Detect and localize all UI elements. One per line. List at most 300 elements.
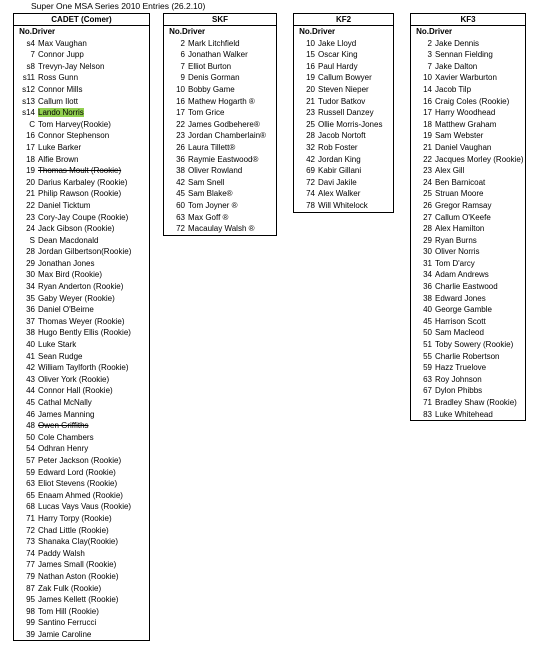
driver-number: 10 bbox=[176, 84, 185, 94]
driver-number: 60 bbox=[176, 200, 185, 210]
driver-name: Ollie Morris-Jones bbox=[318, 119, 383, 129]
col-no-label: No. bbox=[299, 27, 312, 36]
driver-number: 43 bbox=[26, 374, 35, 384]
driver-name: Paul Hardy bbox=[318, 61, 358, 71]
driver-number: 44 bbox=[26, 386, 35, 396]
driver-number: 41 bbox=[26, 351, 35, 361]
driver-name: Oscar King bbox=[318, 50, 358, 60]
table-row bbox=[411, 258, 525, 270]
column-headers bbox=[14, 26, 149, 38]
driver-name: Callum O'Keefe bbox=[435, 212, 491, 222]
driver-number: 65 bbox=[26, 490, 35, 500]
driver-name: Will Whitelock bbox=[318, 200, 368, 210]
table-row bbox=[14, 559, 149, 571]
driver-number: 42 bbox=[26, 363, 35, 373]
driver-name: Sean Rudge bbox=[38, 351, 83, 361]
driver-number: 71 bbox=[423, 398, 432, 407]
table-skf bbox=[163, 13, 277, 236]
driver-number: 16 bbox=[306, 61, 315, 71]
driver-name: Gregor Ramsay bbox=[435, 200, 492, 210]
table-row bbox=[14, 583, 149, 595]
driver-name: Daniel Ticktum bbox=[38, 200, 91, 210]
table-row bbox=[164, 38, 276, 50]
driver-number: 18 bbox=[423, 119, 432, 129]
driver-number: 7 bbox=[427, 61, 432, 71]
driver-name: Jacob Tilp bbox=[435, 84, 472, 94]
table-row bbox=[14, 374, 149, 386]
driver-name: Jordan Chamberlain® bbox=[188, 131, 266, 141]
driver-name: Jordan Gilbertson(Rookie) bbox=[38, 247, 132, 257]
driver-name: Tom D'arcy bbox=[435, 258, 475, 268]
driver-name: Hugo Bently Ellis (Rookie) bbox=[38, 328, 131, 338]
table-row bbox=[14, 467, 149, 479]
table-row bbox=[14, 525, 149, 537]
driver-number: 23 bbox=[176, 131, 185, 141]
table-row bbox=[14, 84, 149, 96]
driver-name: Harry Woodhead bbox=[435, 108, 496, 118]
driver-number: 7 bbox=[30, 50, 35, 60]
table-row bbox=[294, 119, 393, 131]
driver-number: 29 bbox=[26, 258, 35, 268]
driver-name: Luke Whitehead bbox=[435, 409, 493, 419]
driver-name: Oliver Norris bbox=[435, 247, 480, 257]
table-row bbox=[294, 130, 393, 142]
driver-number: 72 bbox=[306, 177, 315, 187]
table-row bbox=[164, 107, 276, 119]
table-header: KF3 bbox=[411, 14, 525, 26]
driver-number: 15 bbox=[306, 50, 315, 60]
driver-number: 71 bbox=[26, 513, 35, 523]
table-row bbox=[411, 130, 525, 142]
table-row bbox=[294, 142, 393, 154]
table-row bbox=[14, 513, 149, 525]
driver-number: 14 bbox=[423, 84, 432, 94]
driver-name: Lando Norris bbox=[38, 108, 84, 118]
driver-name: Callum Bowyer bbox=[318, 73, 372, 83]
driver-number: 30 bbox=[26, 270, 35, 280]
driver-number: 48 bbox=[26, 421, 35, 431]
driver-number: 36 bbox=[26, 305, 35, 315]
column-headers bbox=[411, 26, 525, 38]
driver-name: Jake Dennis bbox=[435, 38, 480, 48]
table-row bbox=[411, 154, 525, 166]
table-row bbox=[164, 200, 276, 212]
driver-number: 57 bbox=[26, 455, 35, 465]
table-row bbox=[14, 246, 149, 258]
table-row bbox=[164, 212, 276, 224]
driver-name: Ross Gunn bbox=[38, 73, 79, 83]
driver-number: 28 bbox=[423, 224, 432, 234]
driver-number: 17 bbox=[26, 142, 35, 152]
driver-number: 34 bbox=[423, 270, 432, 280]
col-no-label: No. bbox=[416, 27, 429, 36]
driver-number: 16 bbox=[423, 96, 432, 106]
table-row bbox=[14, 420, 149, 432]
driver-number: s13 bbox=[22, 96, 35, 106]
driver-number: 45 bbox=[423, 316, 432, 326]
driver-number: 72 bbox=[176, 224, 185, 234]
table-row bbox=[411, 107, 525, 119]
driver-name: Jack Gibson (Rookie) bbox=[38, 224, 115, 234]
driver-name: Bobby Game bbox=[188, 84, 235, 94]
driver-number: 72 bbox=[26, 525, 35, 535]
table-row bbox=[14, 385, 149, 397]
driver-number: 59 bbox=[423, 363, 432, 373]
driver-name: Odhran Henry bbox=[38, 444, 89, 454]
table-row bbox=[411, 374, 525, 386]
driver-name: Laura Tillett® bbox=[188, 142, 236, 152]
table-row bbox=[14, 443, 149, 455]
driver-name: Raymie Eastwood® bbox=[188, 154, 259, 164]
driver-number: 39 bbox=[26, 629, 35, 639]
driver-name: Denis Gorman bbox=[188, 73, 240, 83]
table-row bbox=[14, 304, 149, 316]
driver-name: Jamie Caroline bbox=[38, 629, 92, 639]
driver-name: Tom Harvey(Rookie) bbox=[38, 119, 111, 129]
driver-number: 19 bbox=[26, 166, 35, 176]
table-row bbox=[411, 223, 525, 235]
driver-name: Oliver Rowland bbox=[188, 166, 243, 176]
driver-name: Alex Gill bbox=[435, 166, 465, 176]
driver-number: 23 bbox=[26, 212, 35, 222]
driver-name: Callum Ilott bbox=[38, 96, 79, 106]
driver-name: Zak Fulk (Rookie) bbox=[38, 583, 102, 593]
table-row bbox=[14, 188, 149, 200]
driver-name: Lucas Vays Vaus (Rookie) bbox=[38, 502, 132, 512]
driver-name: Harry Torpy (Rookie) bbox=[38, 513, 112, 523]
driver-name: Tom Grice bbox=[188, 108, 225, 118]
driver-name: Charlie Eastwood bbox=[435, 282, 498, 292]
table-row bbox=[411, 165, 525, 177]
table-row bbox=[411, 61, 525, 73]
driver-name: Rob Foster bbox=[318, 142, 358, 152]
driver-number: 21 bbox=[423, 142, 432, 152]
table-row bbox=[411, 84, 525, 96]
driver-number: 24 bbox=[26, 224, 35, 234]
driver-name: Oliver York (Rookie) bbox=[38, 374, 110, 384]
driver-number: s11 bbox=[22, 73, 35, 83]
driver-number: 23 bbox=[306, 108, 315, 118]
table-row bbox=[14, 397, 149, 409]
table-row bbox=[294, 200, 393, 212]
driver-number: 22 bbox=[26, 200, 35, 210]
driver-number: 36 bbox=[423, 282, 432, 292]
driver-number: 9 bbox=[180, 73, 185, 83]
table-row bbox=[14, 490, 149, 502]
table-row bbox=[14, 223, 149, 235]
col-driver-label: Driver bbox=[312, 27, 336, 36]
driver-number: 28 bbox=[26, 247, 35, 257]
driver-name: Sennan Fielding bbox=[435, 50, 493, 60]
driver-number: 40 bbox=[423, 305, 432, 315]
driver-number: S bbox=[29, 235, 35, 245]
driver-name: Nathan Aston (Rookie) bbox=[38, 571, 119, 581]
driver-name: Sam Blake® bbox=[188, 189, 233, 199]
table-row bbox=[294, 165, 393, 177]
driver-name: Paddy Walsh bbox=[38, 548, 85, 558]
driver-name: Ryan Burns bbox=[435, 235, 477, 245]
driver-name: Edward Lord (Rookie) bbox=[38, 467, 116, 477]
driver-name: Charlie Robertson bbox=[435, 351, 500, 361]
driver-number: 31 bbox=[423, 258, 432, 268]
driver-number: 2 bbox=[427, 38, 432, 48]
driver-number: s14 bbox=[22, 108, 35, 118]
driver-name: Roy Johnson bbox=[435, 374, 482, 384]
driver-name: Elliot Burton bbox=[188, 61, 232, 71]
driver-name: Darius Karbaley (Rookie) bbox=[38, 177, 128, 187]
table-row bbox=[14, 258, 149, 270]
driver-name: Owen Griffiths bbox=[38, 421, 89, 431]
column-headers bbox=[164, 26, 276, 38]
table-row bbox=[14, 478, 149, 490]
driver-name: Cole Chambers bbox=[38, 432, 94, 442]
driver-number: 19 bbox=[306, 73, 315, 83]
driver-number: 54 bbox=[26, 444, 35, 454]
driver-number: 67 bbox=[423, 386, 432, 396]
table-row bbox=[14, 571, 149, 583]
driver-number: 25 bbox=[306, 119, 315, 129]
driver-number: 42 bbox=[176, 177, 185, 187]
driver-number: 22 bbox=[176, 119, 185, 129]
table-row bbox=[411, 188, 525, 200]
table-row bbox=[294, 38, 393, 50]
driver-name: George Gamble bbox=[435, 305, 492, 315]
driver-name: Dylon Phibbs bbox=[435, 386, 483, 396]
driver-name: Jake Lloyd bbox=[318, 38, 357, 48]
driver-number: 73 bbox=[26, 537, 35, 547]
driver-name: Ryan Anderton (Rookie) bbox=[38, 282, 124, 292]
table-row bbox=[411, 72, 525, 84]
driver-name: Steven Nieper bbox=[318, 84, 369, 94]
driver-name: Adam Andrews bbox=[435, 270, 489, 280]
table-row bbox=[14, 177, 149, 189]
driver-number: 3 bbox=[427, 50, 432, 60]
driver-name: Tom Hill (Rookie) bbox=[38, 606, 99, 616]
table-row bbox=[14, 455, 149, 467]
driver-name: Sam Webster bbox=[435, 131, 484, 141]
driver-number: 26 bbox=[423, 200, 432, 210]
table-row bbox=[14, 38, 149, 50]
driver-name: Jonathan Jones bbox=[38, 258, 95, 268]
driver-number: 74 bbox=[26, 548, 35, 558]
table-row bbox=[164, 165, 276, 177]
driver-number: 16 bbox=[26, 131, 35, 141]
driver-number: 32 bbox=[306, 142, 315, 152]
driver-number: 40 bbox=[26, 340, 35, 350]
driver-number: 19 bbox=[423, 131, 432, 141]
driver-name: James Manning bbox=[38, 409, 95, 419]
table-row bbox=[411, 304, 525, 316]
table-row bbox=[14, 165, 149, 177]
table-row bbox=[14, 617, 149, 629]
table-row bbox=[14, 269, 149, 281]
table-row bbox=[411, 235, 525, 247]
driver-name: James Kellett (Rookie) bbox=[38, 595, 119, 605]
table-row bbox=[411, 246, 525, 258]
table-row bbox=[411, 339, 525, 351]
table-header: KF2 bbox=[294, 14, 393, 26]
driver-number: 17 bbox=[423, 108, 432, 118]
table-header: SKF bbox=[164, 14, 276, 26]
col-no-label: No. bbox=[169, 27, 182, 36]
driver-name: Xavier Warburton bbox=[435, 73, 497, 83]
table-header: CADET (Comer) bbox=[14, 14, 149, 26]
table-row bbox=[14, 594, 149, 606]
table-row bbox=[294, 188, 393, 200]
table-row bbox=[14, 200, 149, 212]
driver-number: 95 bbox=[26, 595, 35, 605]
driver-number: 20 bbox=[306, 84, 315, 94]
table-row bbox=[14, 130, 149, 142]
table-row bbox=[411, 38, 525, 50]
driver-name: Chad Little (Rookie) bbox=[38, 525, 109, 535]
driver-number: 50 bbox=[26, 432, 35, 442]
table-row bbox=[411, 281, 525, 293]
driver-name: James Small (Rookie) bbox=[38, 560, 117, 570]
driver-number: s12 bbox=[22, 84, 35, 94]
driver-number: 20 bbox=[26, 177, 35, 187]
driver-name: Daniel O'Beirne bbox=[38, 305, 94, 315]
table-row bbox=[164, 96, 276, 108]
driver-name: Jake Dalton bbox=[435, 61, 478, 71]
table-row bbox=[14, 212, 149, 224]
table-row bbox=[14, 432, 149, 444]
driver-number: 98 bbox=[26, 606, 35, 616]
driver-name: Hazz Truelove bbox=[435, 363, 487, 373]
driver-number: 51 bbox=[423, 340, 432, 350]
table-row bbox=[14, 154, 149, 166]
table-row bbox=[14, 548, 149, 560]
driver-name: Sam Macleod bbox=[435, 328, 484, 338]
driver-name: Mathew Hogarth ® bbox=[188, 96, 255, 106]
table-row bbox=[294, 177, 393, 189]
driver-name: Ben Barnicoat bbox=[435, 177, 486, 187]
driver-number: 55 bbox=[423, 351, 432, 361]
driver-name: Luke Stark bbox=[38, 340, 77, 350]
driver-number: 7 bbox=[180, 61, 185, 71]
driver-number: 59 bbox=[26, 467, 35, 477]
driver-number: 2 bbox=[180, 38, 185, 48]
driver-name: Connor Jupp bbox=[38, 50, 84, 60]
driver-number: 6 bbox=[180, 50, 185, 60]
table-row bbox=[164, 61, 276, 73]
driver-name: Alex Walker bbox=[318, 189, 361, 199]
table-row bbox=[14, 142, 149, 154]
table-row bbox=[164, 119, 276, 131]
driver-name: Daniel Vaughan bbox=[435, 142, 492, 152]
driver-number: 79 bbox=[26, 571, 35, 581]
driver-number: 21 bbox=[26, 189, 35, 199]
driver-number: 42 bbox=[306, 154, 315, 164]
driver-number: 25 bbox=[423, 189, 432, 199]
table-row bbox=[164, 84, 276, 96]
driver-number: 50 bbox=[423, 328, 432, 338]
table-row bbox=[294, 72, 393, 84]
driver-name: Dean Macdonald bbox=[38, 235, 99, 245]
driver-number: 38 bbox=[423, 293, 432, 303]
driver-number: 38 bbox=[26, 328, 35, 338]
driver-name: Cathal McNally bbox=[38, 398, 92, 407]
driver-number: 18 bbox=[26, 154, 35, 164]
table-row bbox=[14, 501, 149, 513]
driver-name: Max Goff ® bbox=[188, 212, 229, 222]
driver-number: C bbox=[29, 119, 35, 129]
driver-number: 35 bbox=[26, 293, 35, 303]
table-row bbox=[14, 72, 149, 84]
table-row bbox=[411, 409, 525, 421]
table-row bbox=[14, 339, 149, 351]
driver-number: 63 bbox=[176, 212, 185, 222]
col-driver-label: Driver bbox=[32, 27, 56, 36]
driver-number: s8 bbox=[26, 61, 35, 71]
table-row bbox=[411, 49, 525, 61]
driver-name: Harrison Scott bbox=[435, 316, 486, 326]
table-row bbox=[14, 107, 149, 119]
driver-name: Matthew Graham bbox=[435, 119, 497, 129]
table-row bbox=[14, 606, 149, 618]
driver-number: 17 bbox=[176, 108, 185, 118]
driver-name: Max Vaughan bbox=[38, 38, 87, 48]
driver-number: 78 bbox=[306, 200, 315, 210]
col-driver-label: Driver bbox=[182, 27, 206, 36]
driver-name: Jonathan Walker bbox=[188, 50, 248, 60]
driver-number: 28 bbox=[306, 131, 315, 141]
driver-number: 10 bbox=[306, 38, 315, 48]
driver-name: Craig Coles (Rookie) bbox=[435, 96, 510, 106]
table-row bbox=[411, 316, 525, 328]
driver-name: Russell Danzey bbox=[318, 108, 374, 118]
table-row bbox=[164, 130, 276, 142]
driver-name: Bradley Shaw (Rookie) bbox=[435, 398, 517, 407]
driver-number: 27 bbox=[423, 212, 432, 222]
table-row bbox=[14, 316, 149, 328]
driver-name: Macaulay Walsh ® bbox=[188, 224, 255, 234]
table-row bbox=[294, 107, 393, 119]
page-title: Super One MSA Series 2010 Entries (26.2.10) bbox=[31, 1, 206, 11]
driver-name: Alex Hamilton bbox=[435, 224, 485, 234]
table-row bbox=[14, 49, 149, 61]
driver-number: 74 bbox=[306, 189, 315, 199]
driver-number: 99 bbox=[26, 618, 35, 628]
table-kf2 bbox=[293, 13, 394, 213]
driver-number: 30 bbox=[423, 247, 432, 257]
col-no-label: No. bbox=[19, 27, 32, 36]
driver-name: Connor Mills bbox=[38, 84, 83, 94]
driver-number: 45 bbox=[26, 398, 35, 407]
driver-name: Struan Moore bbox=[435, 189, 484, 199]
table-row bbox=[14, 409, 149, 421]
driver-name: Cory-Jay Coupe (Rookie) bbox=[38, 212, 129, 222]
driver-name: Connor Stephenson bbox=[38, 131, 110, 141]
table-row bbox=[411, 269, 525, 281]
table-row bbox=[411, 397, 525, 409]
driver-name: Kabir Gillani bbox=[318, 166, 362, 176]
driver-name: Jacques Morley (Rookie) bbox=[435, 154, 524, 164]
driver-number: 45 bbox=[176, 189, 185, 199]
table-row bbox=[164, 49, 276, 61]
table-row bbox=[294, 154, 393, 166]
table-row bbox=[164, 142, 276, 154]
driver-number: 38 bbox=[176, 166, 185, 176]
driver-name: Gaby Weyer (Rookie) bbox=[38, 293, 115, 303]
driver-number: 69 bbox=[306, 166, 315, 176]
driver-name: Trevyn-Jay Nelson bbox=[38, 61, 105, 71]
table-row bbox=[14, 362, 149, 374]
driver-number: 63 bbox=[26, 479, 35, 489]
driver-number: 10 bbox=[423, 73, 432, 83]
driver-name: William Taylforth (Rookie) bbox=[38, 363, 129, 373]
table-row bbox=[14, 281, 149, 293]
